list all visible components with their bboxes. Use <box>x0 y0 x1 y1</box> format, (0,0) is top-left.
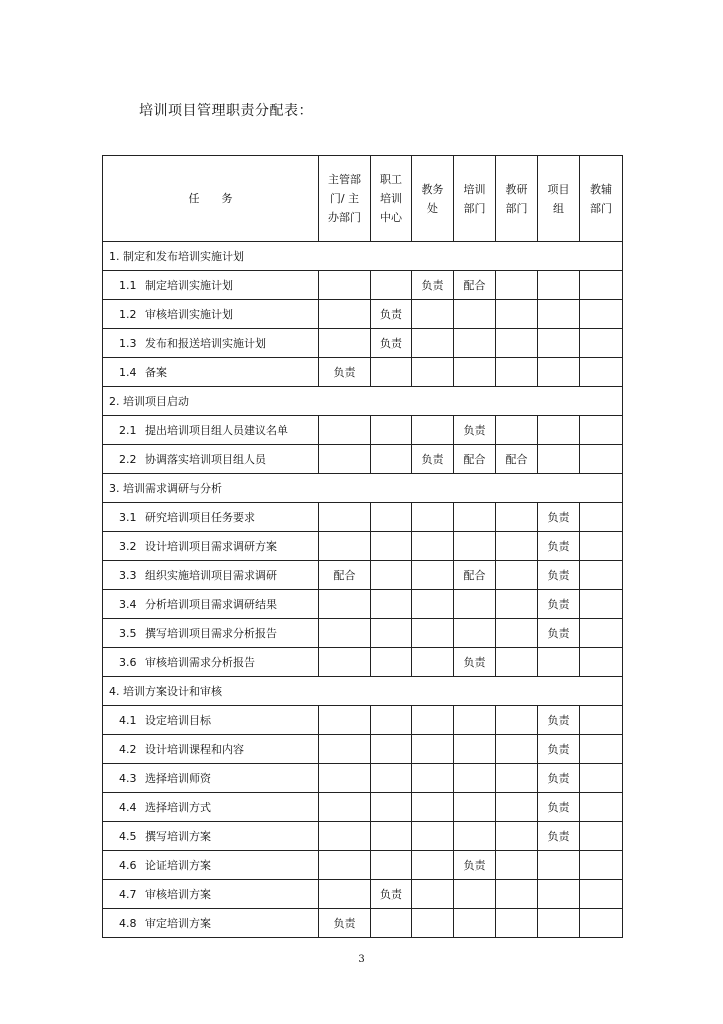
header-staff-center-line3: 中心 <box>380 211 402 224</box>
task-text: 撰写培训方案 <box>145 830 211 843</box>
role-cell <box>319 648 371 677</box>
task-number: 3.6 <box>119 656 137 669</box>
role-cell <box>371 648 412 677</box>
role-cell: 配合 <box>496 445 538 474</box>
task-number: 3.3 <box>119 569 137 582</box>
task-number: 1.2 <box>119 308 137 321</box>
role-cell: 负责 <box>538 503 580 532</box>
task-text: 审核培训需求分析报告 <box>145 656 255 669</box>
role-cell <box>412 329 454 358</box>
role-cell <box>580 445 623 474</box>
task-cell <box>103 445 319 474</box>
header-academic-office-line2: 处 <box>427 201 438 215</box>
header-main-dept-line3: 办部门 <box>328 211 361 224</box>
role-cell <box>496 851 538 880</box>
task-number: 1.4 <box>119 366 137 379</box>
header-support-dept-line1: 教辅 <box>590 182 612 196</box>
role-cell <box>319 706 371 735</box>
role-cell <box>580 851 623 880</box>
role-cell <box>580 909 623 938</box>
role-cell <box>371 416 412 445</box>
task-row <box>103 619 623 648</box>
role-cell <box>371 822 412 851</box>
role-cell <box>538 358 580 387</box>
role-cell <box>371 764 412 793</box>
header-main-dept-line2: 门/ 主 <box>329 192 360 205</box>
role-cell <box>580 532 623 561</box>
role-cell <box>454 822 496 851</box>
task-cell <box>103 764 319 793</box>
role-cell <box>371 532 412 561</box>
task-cell <box>103 300 319 329</box>
task-row <box>103 793 623 822</box>
role-cell <box>412 851 454 880</box>
task-number: 3.4 <box>119 598 137 611</box>
task-cell <box>103 416 319 445</box>
task-row <box>103 271 623 300</box>
task-cell <box>103 880 319 909</box>
role-cell <box>454 880 496 909</box>
role-cell <box>454 909 496 938</box>
role-cell <box>580 271 623 300</box>
role-cell <box>371 851 412 880</box>
role-cell <box>319 851 371 880</box>
header-staff-center-line2: 培训 <box>380 192 402 205</box>
task-cell <box>103 706 319 735</box>
role-cell <box>580 822 623 851</box>
role-cell <box>538 329 580 358</box>
task-cell <box>103 503 319 532</box>
role-cell <box>412 706 454 735</box>
role-cell <box>580 619 623 648</box>
role-cell <box>454 300 496 329</box>
task-text: 审核培训方案 <box>145 888 211 901</box>
role-cell <box>580 358 623 387</box>
role-cell <box>412 793 454 822</box>
role-cell <box>412 822 454 851</box>
role-cell <box>538 416 580 445</box>
role-cell: 负责 <box>319 909 371 938</box>
role-cell <box>454 764 496 793</box>
role-cell <box>412 764 454 793</box>
header-training-dept <box>454 156 496 242</box>
task-text: 审核培训实施计划 <box>145 308 233 321</box>
role-cell <box>371 735 412 764</box>
task-text: 备案 <box>145 366 167 379</box>
header-training-dept-line2: 部门 <box>463 201 486 215</box>
role-cell <box>454 358 496 387</box>
role-cell <box>319 445 371 474</box>
task-number: 2.2 <box>119 453 137 466</box>
role-cell: 负责 <box>454 416 496 445</box>
task-cell <box>103 561 319 590</box>
role-cell <box>496 271 538 300</box>
role-cell: 负责 <box>412 271 454 300</box>
role-cell <box>454 735 496 764</box>
task-row <box>103 648 623 677</box>
task-number: 4.4 <box>119 801 137 814</box>
task-row <box>103 358 623 387</box>
role-cell <box>538 445 580 474</box>
task-number: 4.8 <box>119 917 137 930</box>
header-main-dept-line1: 主管部 <box>328 173 361 186</box>
role-cell <box>580 793 623 822</box>
task-cell <box>103 851 319 880</box>
header-row <box>103 156 623 242</box>
task-number: 3.1 <box>119 511 137 524</box>
section-row <box>103 387 623 416</box>
task-number: 1.3 <box>119 337 137 350</box>
role-cell <box>538 909 580 938</box>
task-cell <box>103 532 319 561</box>
task-text: 制定培训实施计划 <box>145 279 233 292</box>
role-cell <box>454 793 496 822</box>
task-cell <box>103 358 319 387</box>
task-row <box>103 416 623 445</box>
task-cell <box>103 619 319 648</box>
role-cell <box>496 764 538 793</box>
role-cell <box>319 822 371 851</box>
role-cell <box>319 764 371 793</box>
task-cell <box>103 793 319 822</box>
role-cell <box>496 706 538 735</box>
header-academic-office <box>412 156 454 242</box>
task-number: 3.2 <box>119 540 137 553</box>
task-text: 协调落实培训项目组人员 <box>145 453 266 466</box>
task-row <box>103 445 623 474</box>
role-cell <box>496 329 538 358</box>
role-cell <box>412 880 454 909</box>
task-text: 选择培训师资 <box>145 772 211 785</box>
role-cell: 配合 <box>319 561 371 590</box>
role-cell: 负责 <box>371 300 412 329</box>
role-cell: 负责 <box>371 329 412 358</box>
task-number: 4.3 <box>119 772 137 785</box>
role-cell <box>496 735 538 764</box>
role-cell: 负责 <box>538 735 580 764</box>
role-cell: 配合 <box>454 271 496 300</box>
task-text: 论证培训方案 <box>145 859 211 872</box>
task-number: 4.5 <box>119 830 137 843</box>
role-cell <box>454 706 496 735</box>
header-support-dept <box>580 156 623 242</box>
role-cell <box>580 880 623 909</box>
task-row <box>103 590 623 619</box>
task-cell <box>103 271 319 300</box>
role-cell <box>319 329 371 358</box>
role-cell: 负责 <box>371 880 412 909</box>
section-title: 2. 培训项目启动 <box>103 387 623 416</box>
role-cell: 负责 <box>538 793 580 822</box>
role-cell <box>319 532 371 561</box>
header-project-team <box>538 156 580 242</box>
role-cell: 负责 <box>412 445 454 474</box>
role-cell <box>319 880 371 909</box>
role-cell: 负责 <box>454 648 496 677</box>
task-number: 4.1 <box>119 714 137 727</box>
header-main-dept <box>319 156 371 242</box>
task-row <box>103 503 623 532</box>
role-cell <box>580 329 623 358</box>
task-text: 设计培训课程和内容 <box>145 743 244 756</box>
role-cell <box>496 300 538 329</box>
role-cell <box>319 735 371 764</box>
task-cell <box>103 735 319 764</box>
role-cell <box>496 532 538 561</box>
role-cell <box>538 851 580 880</box>
role-cell <box>412 561 454 590</box>
task-text: 提出培训项目组人员建议名单 <box>145 424 288 437</box>
role-cell <box>412 619 454 648</box>
role-cell <box>412 909 454 938</box>
role-cell: 负责 <box>538 561 580 590</box>
task-row <box>103 561 623 590</box>
task-cell <box>103 822 319 851</box>
role-cell <box>454 329 496 358</box>
role-cell <box>580 300 623 329</box>
responsibility-table <box>102 155 623 938</box>
task-text: 发布和报送培训实施计划 <box>145 337 266 350</box>
role-cell <box>371 445 412 474</box>
task-row <box>103 300 623 329</box>
role-cell: 配合 <box>454 561 496 590</box>
role-cell: 负责 <box>538 706 580 735</box>
role-cell <box>412 532 454 561</box>
task-cell <box>103 909 319 938</box>
role-cell <box>496 880 538 909</box>
page-title: 培训项目管理职责分配表： <box>139 103 313 119</box>
role-cell <box>580 764 623 793</box>
task-number: 4.7 <box>119 888 137 901</box>
section-title: 4. 培训方案设计和审核 <box>103 677 623 706</box>
task-number: 4.6 <box>119 859 137 872</box>
role-cell <box>412 735 454 764</box>
task-text: 审定培训方案 <box>145 917 211 930</box>
header-research-dept-line1: 教研 <box>505 182 528 196</box>
role-cell <box>371 909 412 938</box>
role-cell <box>371 358 412 387</box>
header-project-team-line1: 项目 <box>547 182 570 196</box>
role-cell <box>496 503 538 532</box>
role-cell: 负责 <box>538 764 580 793</box>
header-task: 任 务 <box>103 156 319 242</box>
header-training-dept-line1: 培训 <box>463 182 486 196</box>
section-row <box>103 242 623 271</box>
role-cell <box>496 416 538 445</box>
section-row <box>103 677 623 706</box>
task-row <box>103 764 623 793</box>
role-cell <box>412 648 454 677</box>
role-cell <box>319 300 371 329</box>
header-research-dept-line2: 部门 <box>505 201 528 215</box>
task-cell <box>103 648 319 677</box>
role-cell <box>412 300 454 329</box>
task-row <box>103 880 623 909</box>
task-row <box>103 329 623 358</box>
role-cell <box>319 793 371 822</box>
role-cell <box>454 532 496 561</box>
role-cell <box>538 880 580 909</box>
role-cell <box>538 648 580 677</box>
role-cell <box>496 358 538 387</box>
task-text: 分析培训项目需求调研结果 <box>145 598 277 611</box>
header-staff-center <box>371 156 412 242</box>
role-cell: 负责 <box>538 532 580 561</box>
role-cell <box>454 619 496 648</box>
role-cell <box>496 561 538 590</box>
role-cell <box>580 416 623 445</box>
role-cell <box>580 735 623 764</box>
header-staff-center-line1: 职工 <box>380 173 402 186</box>
header-research-dept <box>496 156 538 242</box>
task-text: 组织实施培训项目需求调研 <box>145 569 277 582</box>
task-row <box>103 909 623 938</box>
task-row <box>103 735 623 764</box>
role-cell <box>412 503 454 532</box>
role-cell <box>371 271 412 300</box>
role-cell <box>371 619 412 648</box>
task-text: 选择培训方式 <box>145 801 211 814</box>
role-cell <box>496 822 538 851</box>
role-cell <box>412 358 454 387</box>
role-cell <box>580 561 623 590</box>
role-cell: 负责 <box>538 619 580 648</box>
role-cell: 负责 <box>454 851 496 880</box>
page-number: 3 <box>358 954 365 965</box>
section-title: 1. 制定和发布培训实施计划 <box>103 242 623 271</box>
role-cell: 配合 <box>454 445 496 474</box>
task-text: 设计培训项目需求调研方案 <box>145 540 277 553</box>
role-cell <box>496 619 538 648</box>
task-row <box>103 706 623 735</box>
role-cell <box>580 590 623 619</box>
header-project-team-line2: 组 <box>553 201 564 215</box>
task-text: 设定培训目标 <box>145 714 211 727</box>
role-cell <box>538 300 580 329</box>
task-text: 研究培训项目任务要求 <box>145 511 255 524</box>
task-number: 3.5 <box>119 627 137 640</box>
task-text: 撰写培训项目需求分析报告 <box>145 627 277 640</box>
role-cell <box>538 271 580 300</box>
task-row <box>103 532 623 561</box>
role-cell <box>454 590 496 619</box>
task-number: 4.2 <box>119 743 137 756</box>
role-cell <box>371 793 412 822</box>
role-cell <box>580 503 623 532</box>
role-cell <box>412 590 454 619</box>
role-cell <box>496 793 538 822</box>
role-cell <box>319 619 371 648</box>
role-cell <box>580 648 623 677</box>
role-cell <box>371 706 412 735</box>
role-cell <box>496 648 538 677</box>
role-cell <box>319 271 371 300</box>
role-cell <box>319 503 371 532</box>
task-row <box>103 822 623 851</box>
task-cell <box>103 329 319 358</box>
role-cell <box>412 416 454 445</box>
task-row <box>103 851 623 880</box>
header-academic-office-line1: 教务 <box>421 182 444 196</box>
role-cell <box>371 590 412 619</box>
role-cell <box>371 503 412 532</box>
header-support-dept-line2: 部门 <box>590 201 612 215</box>
role-cell <box>319 590 371 619</box>
role-cell <box>496 909 538 938</box>
section-row <box>103 474 623 503</box>
section-title: 3. 培训需求调研与分析 <box>103 474 623 503</box>
role-cell: 负责 <box>538 822 580 851</box>
task-number: 2.1 <box>119 424 137 437</box>
task-cell <box>103 590 319 619</box>
role-cell <box>580 706 623 735</box>
role-cell <box>454 503 496 532</box>
role-cell: 负责 <box>319 358 371 387</box>
role-cell: 负责 <box>538 590 580 619</box>
role-cell <box>371 561 412 590</box>
role-cell <box>496 590 538 619</box>
role-cell <box>319 416 371 445</box>
task-number: 1.1 <box>119 279 137 292</box>
